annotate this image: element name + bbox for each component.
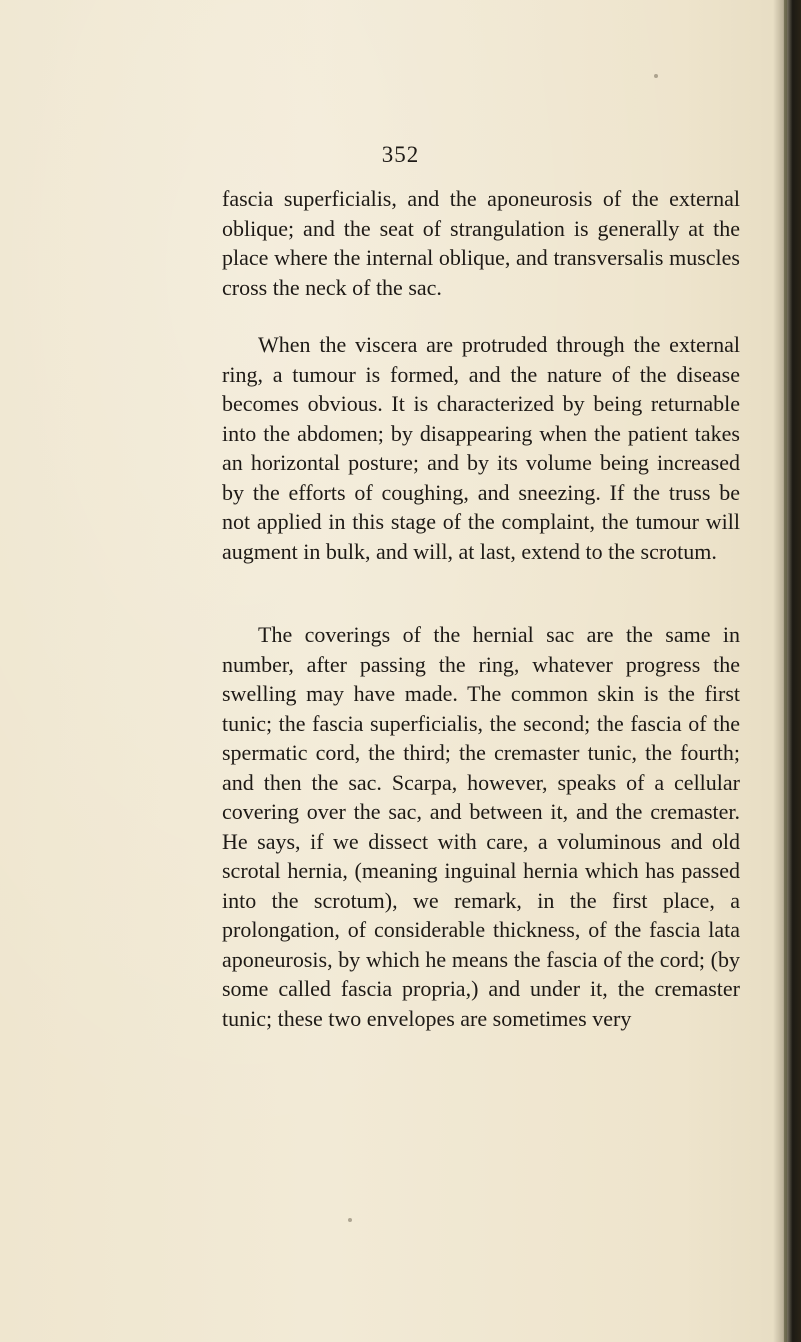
- paragraph-2: [222, 330, 740, 566]
- paper-speck: [654, 74, 658, 78]
- page-number: 352: [381, 142, 420, 167]
- page-edge-shadow: [773, 0, 801, 1342]
- paragraph-3-text: The coverings of the hernial sac are the same in number, after passing the ring, whatever progress the swelling may have made. The common skin is the first tunic; the fascia superficialis, the second; the fascia of the spermatic cord, the third; the cremaster tunic, the fourth; and then the sac. Scarpa, however, speaks of a cellular covering over the sac, and between it, and the cremaster. He says, if we dissect with care, a voluminous and old scrotal hernia, (meaning inguinal hernia which has passed into the scrotum), we remark, in the first place, a prolongation, of considerable thickness, of the fascia lata aponeurosis, by which he means the fascia of the cord; (by some called fascia propria,) and under it, the cremaster tunic; these two envelopes are sometimes very: [222, 622, 740, 1031]
- paragraph-2-text: When the viscera are protruded through the external ring, a tumour is formed, and the nature of the disease becomes obvious. It is characterized by being returnable into the abdomen; by disappearing when the patient takes an horizontal posture; and by its volume being increased by the efforts of coughing, and sneezing. If the truss be not applied in this stage of the complaint, the tumour will augment in bulk, and will, at last, extend to the scrotum.: [222, 332, 740, 564]
- paragraph-1-text: fascia superficialis, and the aponeurosis of the external oblique; and the seat of strangulation is generally at the place where the internal oblique, and transversalis muscles cross the neck of the sac.: [222, 186, 740, 300]
- paragraph-1: [222, 184, 740, 302]
- paragraph-3: [222, 620, 740, 1033]
- paper-speck: [348, 1218, 352, 1222]
- page-edge-line: [784, 0, 787, 1342]
